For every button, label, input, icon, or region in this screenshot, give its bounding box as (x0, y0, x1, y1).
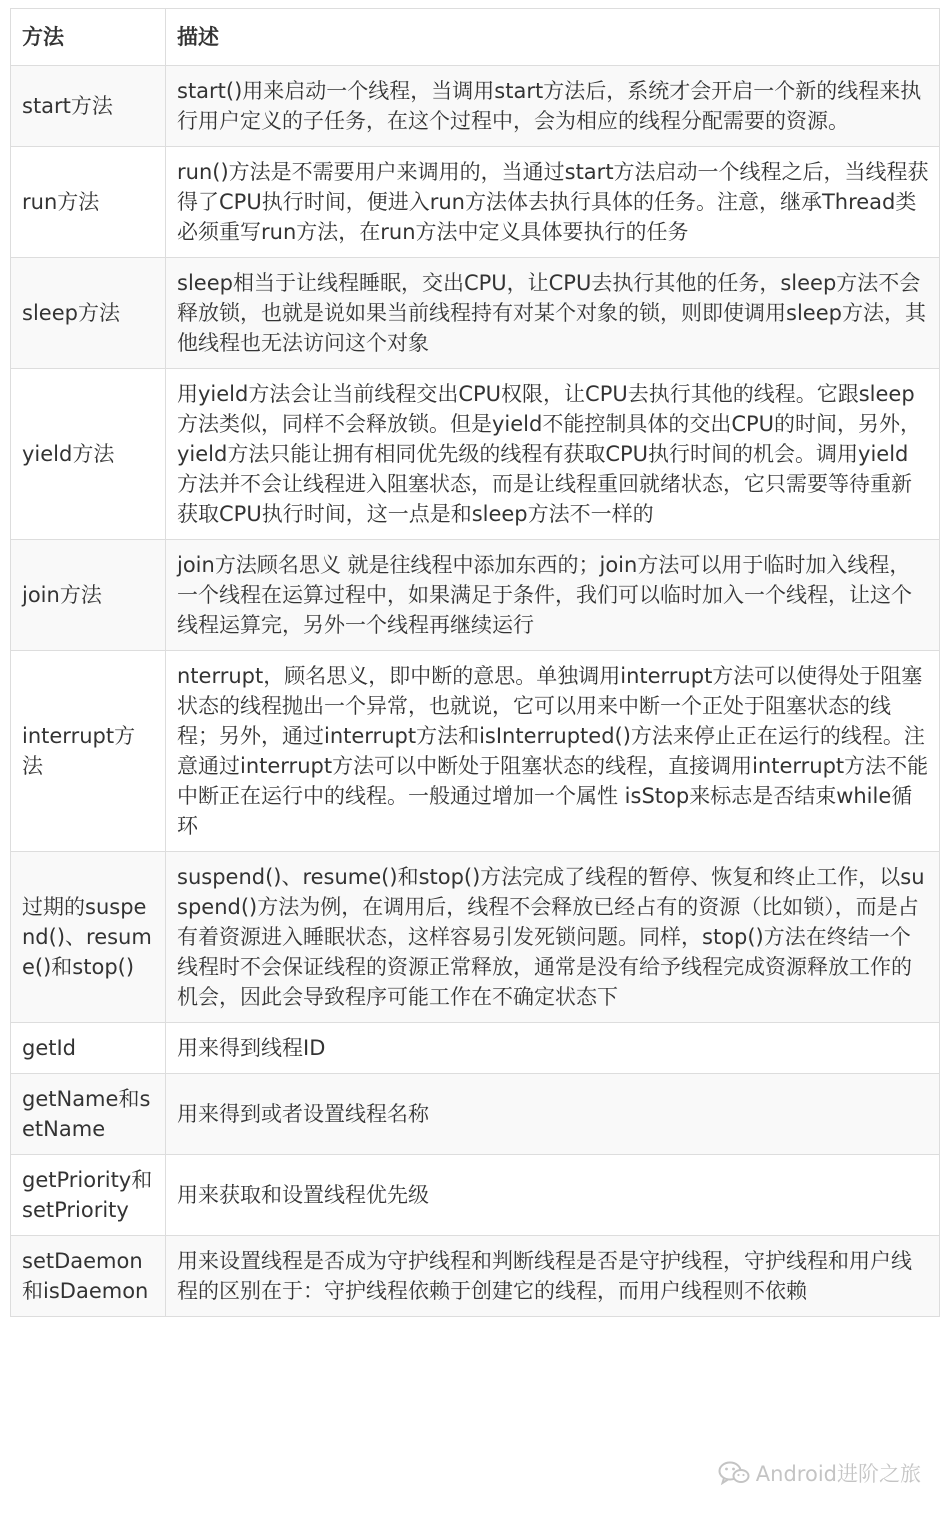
method-cell: getId (11, 1023, 166, 1074)
table-row (11, 852, 940, 1023)
table-row (11, 1074, 940, 1155)
header-description: 描述 (166, 9, 940, 66)
methods-table (10, 8, 940, 1317)
method-cell: sleep方法 (11, 258, 166, 369)
table-row (11, 66, 940, 147)
table-row (11, 1155, 940, 1236)
header-method: 方法 (11, 9, 166, 66)
description-cell: 用来获取和设置线程优先级 (166, 1155, 940, 1236)
description-cell: start()用来启动一个线程，当调用start方法后，系统才会开启一个新的线程来执行用户定义的子任务，在这个过程中，会为相应的线程分配需要的资源。 (166, 66, 940, 147)
table-header-row (11, 9, 940, 66)
table-row (11, 651, 940, 852)
method-cell: run方法 (11, 147, 166, 258)
method-cell: join方法 (11, 540, 166, 651)
table-row (11, 1023, 940, 1074)
table-row (11, 540, 940, 651)
description-cell: nterrupt，顾名思义，即中断的意思。单独调用interrupt方法可以使得处于阻塞状态的线程抛出一个异常，也就说，它可以用来中断一个正处于阻塞状态的线程；另外，通过interrupt方法和isInterrupted()方法来停止正在运行的线程。注意通过interrupt方法可以中断处于阻塞状态的线程，直接调用interrupt方法不能中断正在运行中的线程。一般通过增加一个属性 isStop来标志是否结束while循环 (166, 651, 940, 852)
table-row (11, 258, 940, 369)
watermark (718, 1458, 921, 1488)
description-cell: 用来得到或者设置线程名称 (166, 1074, 940, 1155)
description-cell: suspend()、resume()和stop()方法完成了线程的暂停、恢复和终止工作，以suspend()方法为例，在调用后，线程不会释放已经占有的资源（比如锁），而是占有着资源进入睡眠状态，这样容易引发死锁问题。同样，stop()方法在终结一个线程时不会保证线程的资源正常释放，通常是没有给予线程完成资源释放工作的机会，因此会导致程序可能工作在不确定状态下 (166, 852, 940, 1023)
table-row (11, 369, 940, 540)
method-cell: getPriority和setPriority (11, 1155, 166, 1236)
method-cell: 过期的suspend()、resume()和stop() (11, 852, 166, 1023)
description-cell: join方法顾名思义 就是往线程中添加东西的；join方法可以用于临时加入线程，一个线程在运算过程中，如果满足于条件，我们可以临时加入一个线程，让这个线程运算完，另外一个线程再继续运行 (166, 540, 940, 651)
method-cell: interrupt方法 (11, 651, 166, 852)
description-cell: sleep相当于让线程睡眠，交出CPU，让CPU去执行其他的任务，sleep方法不会释放锁，也就是说如果当前线程持有对某个对象的锁，则即使调用sleep方法，其他线程也无法访问这个对象 (166, 258, 940, 369)
description-cell: 用yield方法会让当前线程交出CPU权限，让CPU去执行其他的线程。它跟sleep方法类似，同样不会释放锁。但是yield不能控制具体的交出CPU的时间，另外，yield方法只能让拥有相同优先级的线程有获取CPU执行时间的机会。调用yield方法并不会让线程进入阻塞状态，而是让线程重回就绪状态，它只需要等待重新获取CPU执行时间，这一点是和sleep方法不一样的 (166, 369, 940, 540)
watermark-text: Android进阶之旅 (755, 1462, 921, 1486)
method-cell: start方法 (11, 66, 166, 147)
method-cell: getName和setName (11, 1074, 166, 1155)
method-cell: setDaemon和isDaemon (11, 1236, 166, 1317)
table-row (11, 147, 940, 258)
description-cell: 用来得到线程ID (166, 1023, 940, 1074)
description-cell: run()方法是不需要用户来调用的，当通过start方法启动一个线程之后，当线程获得了CPU执行时间，便进入run方法体去执行具体的任务。注意，继承Thread类必须重写run方法，在run方法中定义具体要执行的任务 (166, 147, 940, 258)
description-cell: 用来设置线程是否成为守护线程和判断线程是否是守护线程，守护线程和用户线程的区别在于：守护线程依赖于创建它的线程，而用户线程则不依赖 (166, 1236, 940, 1317)
method-cell: yield方法 (11, 369, 166, 540)
table-row (11, 1236, 940, 1317)
wechat-icon (718, 1460, 750, 1486)
